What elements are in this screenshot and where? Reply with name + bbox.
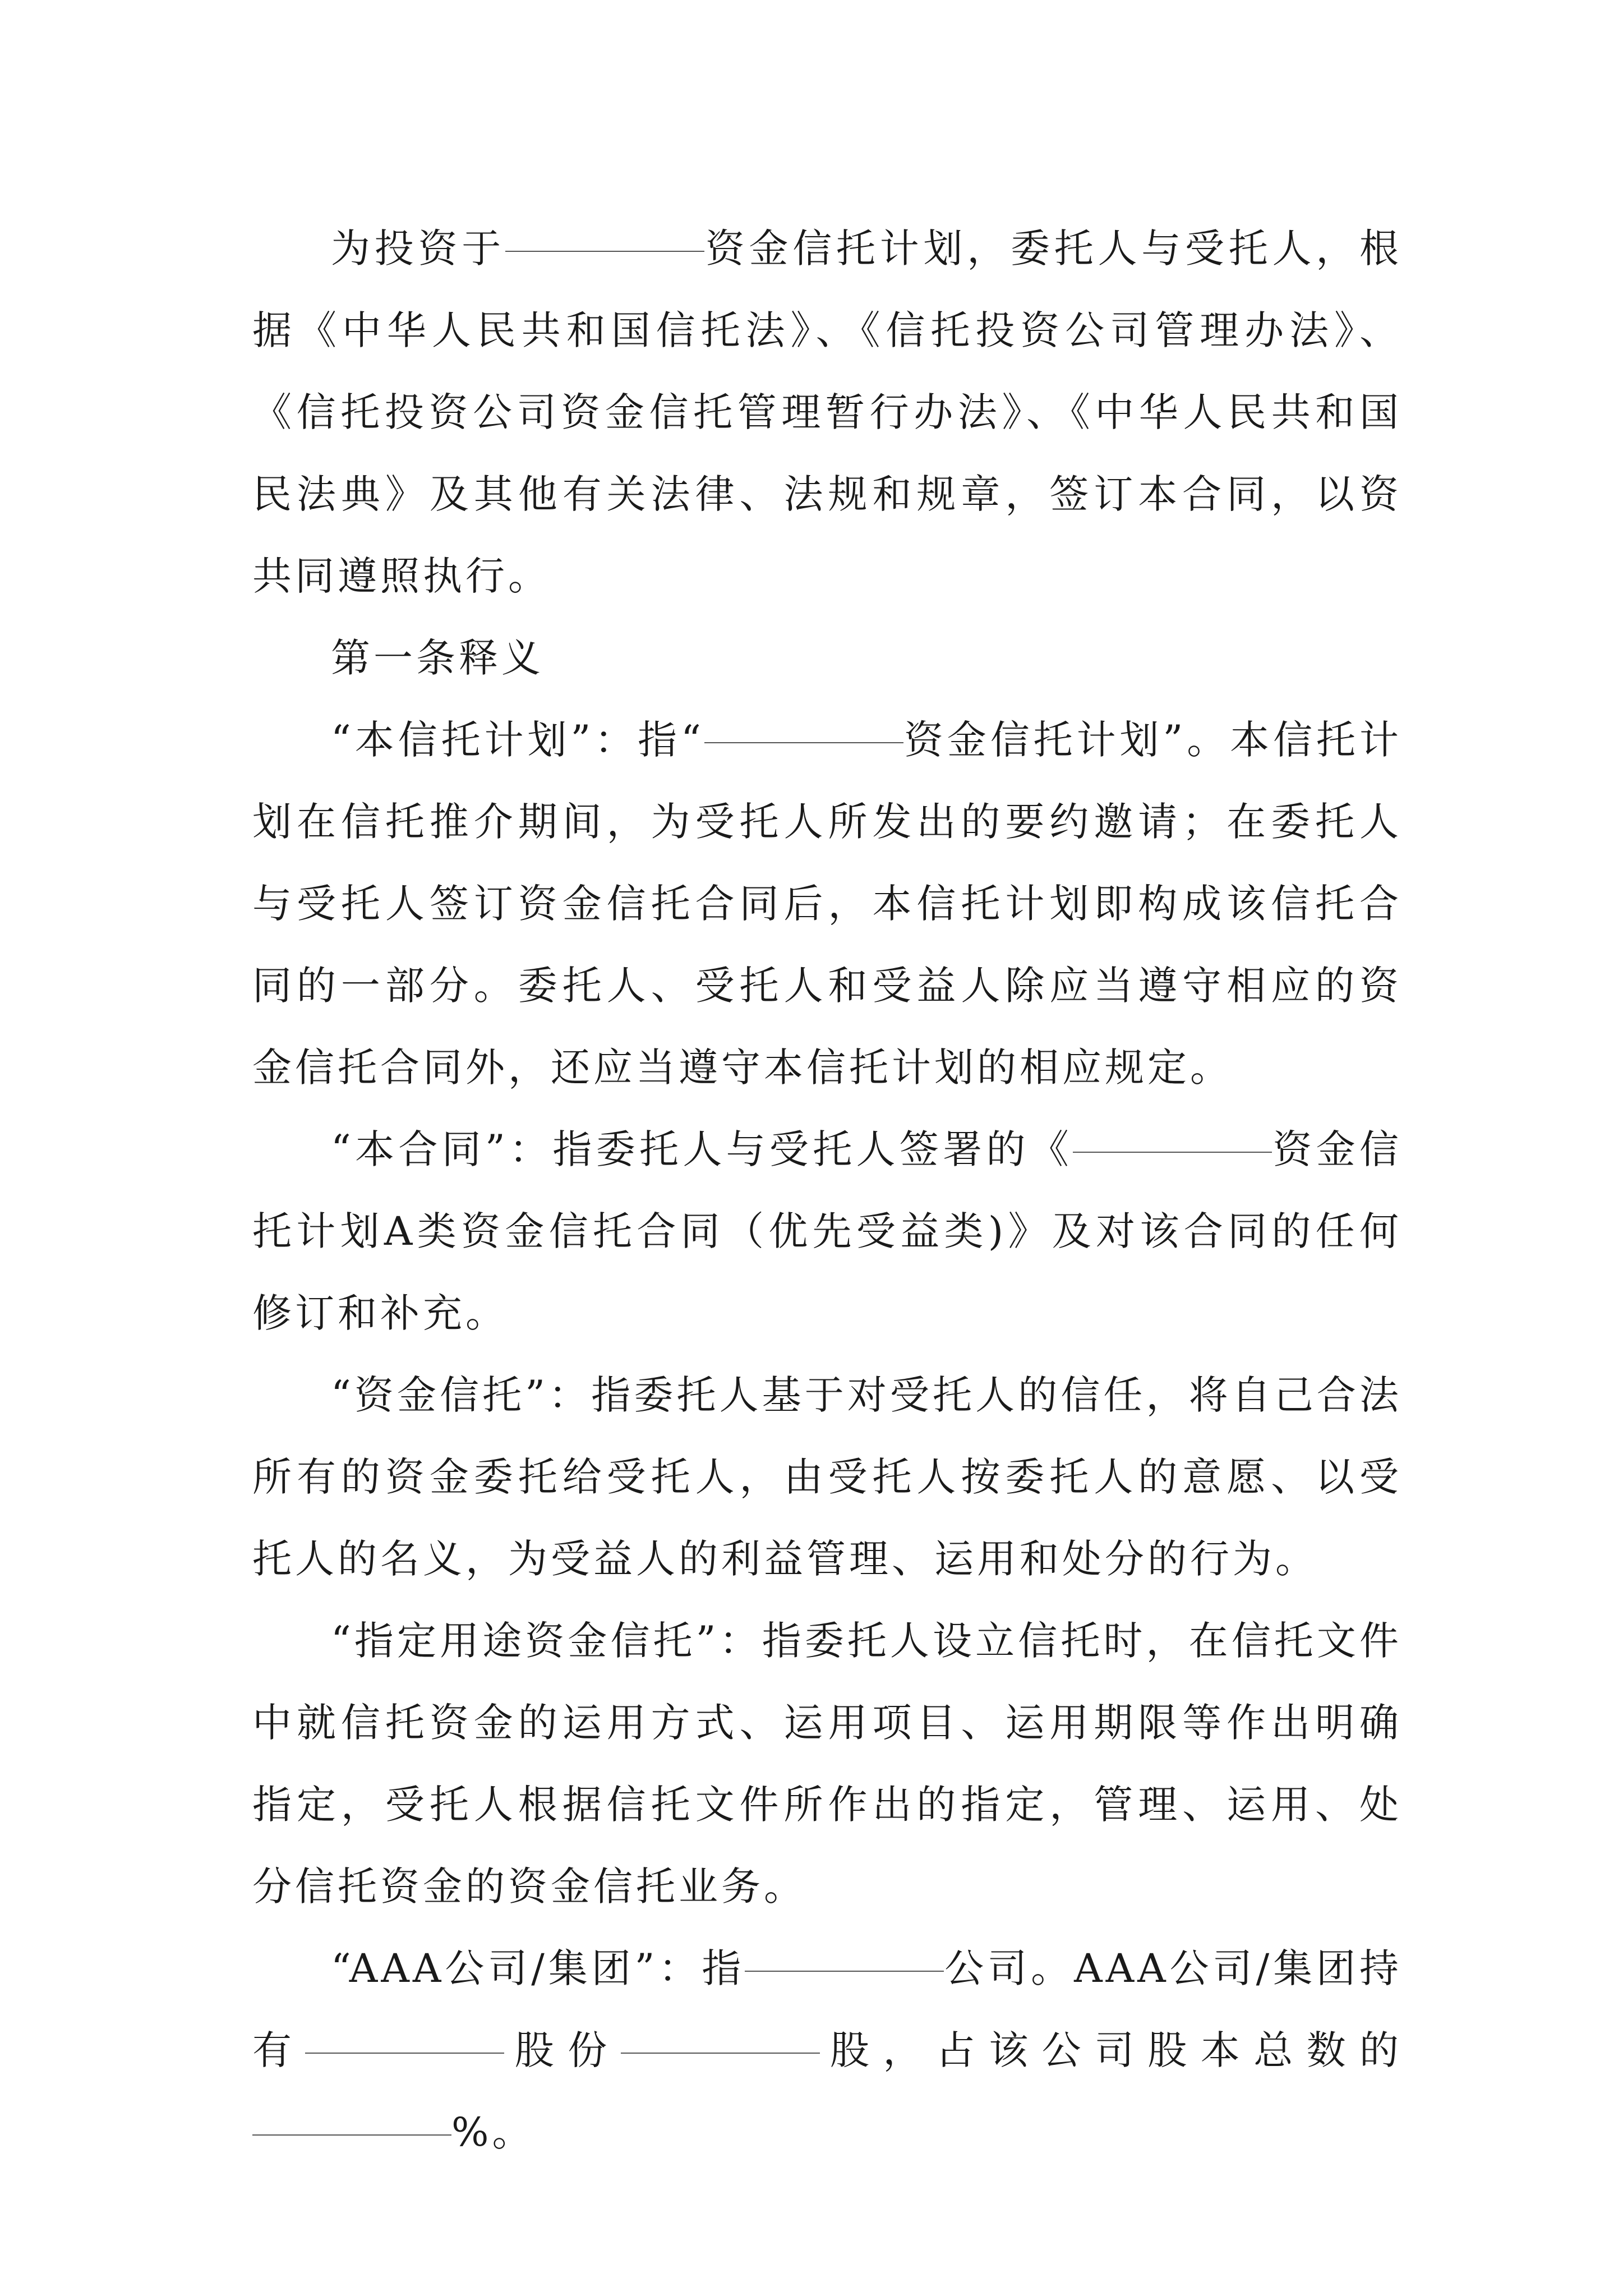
text-segment: %。	[451, 2109, 535, 2155]
fill-in-blank	[305, 2052, 504, 2054]
text-segment: “本合同”：指委托人与受托人签署的《	[331, 1126, 1073, 1172]
text-segment: 第一条释义	[331, 635, 544, 681]
fill-in-blank	[252, 2134, 451, 2136]
text-segment: “指定用途资金信托”：指委托人设立信托时，在信托文件中就信托资金的运用方式、运用项目、运用期限等作出明确指定，受托人根据信托文件所作出的指定，管理、运用、处分信托资金的资金信托业务。	[252, 1618, 1402, 1910]
fill-in-blank	[505, 250, 704, 252]
text-segment: 股，占该公司股本总数的	[819, 2027, 1403, 2073]
fill-in-blank	[621, 2052, 820, 2054]
text-segment: 股份	[504, 2027, 621, 2073]
fill-in-blank	[1073, 1151, 1272, 1153]
definition-company	[252, 1927, 1402, 2173]
text-segment: 资金信托计划A类资金信托合同（优先受益类)》及对该合同的任何修订和补充。	[252, 1126, 1402, 1336]
fill-in-blank	[704, 742, 903, 743]
text-segment: 公司。AAA公司/集团持有	[252, 1945, 1402, 2073]
preamble-paragraph	[252, 208, 1402, 617]
text-segment: “资金信托”：指委托人基于对受托人的信任，将自己合法所有的资金委托给受托人，由受托人按委托人的意愿、以受托人的名义，为受益人的利益管理、运用和处分的行为。	[252, 1372, 1402, 1582]
text-segment: 资金信托计划”。本信托计划在信托推介期间，为受托人所发出的要约邀请；在委托人与受托人签订资金信托合同后，本信托计划即构成该信托合同的一部分。委托人、受托人和受益人除应当遵守相应的资金信托合同外，还应当遵守本信托计划的相应规定。	[252, 717, 1402, 1091]
definition-trust-plan	[252, 699, 1402, 1108]
text-segment: 为投资于	[331, 226, 505, 272]
text-segment: “本信托计划”：指“	[331, 717, 704, 763]
text-segment: 资金信托计划，委托人与受托人，根据《中华人民共和国信托法》、《信托投资公司管理办法》、《信托投资公司资金信托管理暂行办法》、《中华人民共和国民法典》及其他有关法律、法规和规章，签订本合同，以资共同遵照执行。	[252, 226, 1402, 599]
article-heading	[252, 617, 1402, 699]
fill-in-blank	[745, 1970, 944, 1972]
definition-fund-trust	[252, 1354, 1402, 1600]
text-segment: “AAA公司/集团”：指	[331, 1945, 745, 1991]
definition-designated-trust	[252, 1600, 1402, 1927]
contract-body	[252, 208, 1402, 2173]
definition-contract	[252, 1108, 1402, 1354]
